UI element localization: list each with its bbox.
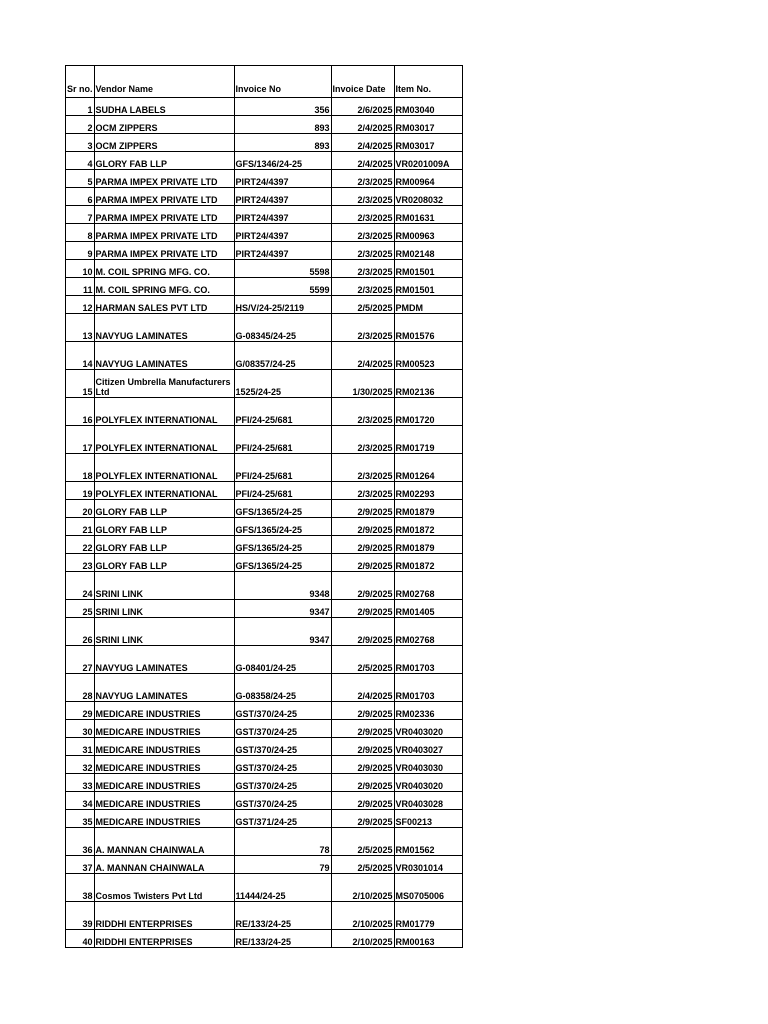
table-body (66, 98, 463, 948)
cell-vendor-name: MEDICARE INDUSTRIES (94, 756, 234, 774)
cell-invoice-date: 2/3/2025 (331, 188, 394, 206)
table-row (66, 398, 463, 426)
cell-invoice-no: 11444/24-25 (234, 874, 331, 902)
cell-item-no: RM01872 (394, 518, 462, 536)
cell-vendor-name: PARMA IMPEX PRIVATE LTD (94, 242, 234, 260)
cell-vendor-name: GLORY FAB LLP (94, 518, 234, 536)
cell-sr-no: 26 (66, 618, 95, 646)
cell-sr-no: 1 (66, 98, 95, 116)
cell-sr-no: 20 (66, 500, 95, 518)
cell-invoice-date: 2/10/2025 (331, 902, 394, 930)
cell-invoice-no: 893 (234, 134, 331, 152)
table-row (66, 792, 463, 810)
cell-item-no: RM01879 (394, 536, 462, 554)
cell-vendor-name: MEDICARE INDUSTRIES (94, 774, 234, 792)
table-row (66, 930, 463, 948)
cell-vendor-name: POLYFLEX INTERNATIONAL (94, 398, 234, 426)
cell-vendor-name: MEDICARE INDUSTRIES (94, 720, 234, 738)
cell-invoice-date: 2/3/2025 (331, 482, 394, 500)
cell-invoice-no: GST/371/24-25 (234, 810, 331, 828)
cell-invoice-date: 2/3/2025 (331, 224, 394, 242)
cell-item-no: RM03040 (394, 98, 462, 116)
cell-sr-no: 38 (66, 874, 95, 902)
cell-invoice-date: 2/4/2025 (331, 134, 394, 152)
cell-vendor-name: NAVYUG LAMINATES (94, 314, 234, 342)
cell-item-no: RM01872 (394, 554, 462, 572)
cell-vendor-name: PARMA IMPEX PRIVATE LTD (94, 170, 234, 188)
table-row (66, 738, 463, 756)
cell-vendor-name: NAVYUG LAMINATES (94, 674, 234, 702)
cell-invoice-no: G-08358/24-25 (234, 674, 331, 702)
cell-invoice-date: 2/9/2025 (331, 600, 394, 618)
table-row (66, 134, 463, 152)
cell-item-no: RM01779 (394, 902, 462, 930)
cell-invoice-no: GFS/1365/24-25 (234, 518, 331, 536)
cell-sr-no: 3 (66, 134, 95, 152)
cell-sr-no: 23 (66, 554, 95, 572)
cell-item-no: PMDM (394, 296, 462, 314)
cell-sr-no: 4 (66, 152, 95, 170)
cell-vendor-name: MEDICARE INDUSTRIES (94, 792, 234, 810)
cell-sr-no: 12 (66, 296, 95, 314)
table-row (66, 98, 463, 116)
cell-item-no: RM01562 (394, 828, 462, 856)
cell-invoice-date: 2/3/2025 (331, 242, 394, 260)
cell-invoice-no: HS/V/24-25/2119 (234, 296, 331, 314)
cell-invoice-date: 2/9/2025 (331, 720, 394, 738)
cell-item-no: RM01631 (394, 206, 462, 224)
cell-item-no: RM01405 (394, 600, 462, 618)
cell-invoice-no: 5599 (234, 278, 331, 296)
cell-item-no: RM01720 (394, 398, 462, 426)
cell-item-no: RM01719 (394, 426, 462, 454)
cell-item-no: VR0403027 (394, 738, 462, 756)
table-row (66, 278, 463, 296)
cell-item-no: VR0403020 (394, 774, 462, 792)
cell-vendor-name: GLORY FAB LLP (94, 500, 234, 518)
cell-item-no: RM01703 (394, 674, 462, 702)
cell-invoice-no: GST/370/24-25 (234, 792, 331, 810)
cell-sr-no: 11 (66, 278, 95, 296)
cell-invoice-date: 2/4/2025 (331, 342, 394, 370)
cell-invoice-no: PFI/24-25/681 (234, 398, 331, 426)
cell-invoice-no: RE/133/24-25 (234, 902, 331, 930)
cell-invoice-date: 2/6/2025 (331, 98, 394, 116)
cell-invoice-date: 2/9/2025 (331, 618, 394, 646)
cell-invoice-no: PIRT24/4397 (234, 170, 331, 188)
cell-invoice-no: 1525/24-25 (234, 370, 331, 398)
cell-invoice-no: 9347 (234, 618, 331, 646)
header-row (66, 66, 463, 98)
cell-sr-no: 5 (66, 170, 95, 188)
cell-invoice-date: 2/9/2025 (331, 536, 394, 554)
cell-invoice-no: 5598 (234, 260, 331, 278)
cell-vendor-name: POLYFLEX INTERNATIONAL (94, 482, 234, 500)
cell-invoice-no: G/08357/24-25 (234, 342, 331, 370)
cell-invoice-date: 1/30/2025 (331, 370, 394, 398)
cell-sr-no: 15 (66, 370, 95, 398)
cell-sr-no: 21 (66, 518, 95, 536)
cell-invoice-no: GFS/1346/24-25 (234, 152, 331, 170)
cell-invoice-date: 2/3/2025 (331, 206, 394, 224)
table-row (66, 170, 463, 188)
cell-item-no: RM01576 (394, 314, 462, 342)
cell-sr-no: 31 (66, 738, 95, 756)
cell-item-no: RM01501 (394, 278, 462, 296)
cell-invoice-date: 2/9/2025 (331, 500, 394, 518)
cell-invoice-no: PFI/24-25/681 (234, 482, 331, 500)
cell-sr-no: 32 (66, 756, 95, 774)
cell-sr-no: 35 (66, 810, 95, 828)
cell-invoice-no: 79 (234, 856, 331, 874)
cell-invoice-no: GST/370/24-25 (234, 720, 331, 738)
cell-item-no: MS0705006 (394, 874, 462, 902)
table-row (66, 116, 463, 134)
cell-invoice-date: 2/9/2025 (331, 738, 394, 756)
cell-invoice-no: GST/370/24-25 (234, 702, 331, 720)
table-row (66, 314, 463, 342)
cell-sr-no: 29 (66, 702, 95, 720)
cell-sr-no: 34 (66, 792, 95, 810)
cell-invoice-date: 2/3/2025 (331, 314, 394, 342)
cell-sr-no: 33 (66, 774, 95, 792)
cell-sr-no: 16 (66, 398, 95, 426)
table-row (66, 810, 463, 828)
cell-item-no: SF00213 (394, 810, 462, 828)
table-row (66, 206, 463, 224)
cell-invoice-no: PIRT24/4397 (234, 224, 331, 242)
table-row (66, 296, 463, 314)
cell-sr-no: 27 (66, 646, 95, 674)
table-row (66, 342, 463, 370)
cell-invoice-date: 2/9/2025 (331, 572, 394, 600)
cell-vendor-name: M. COIL SPRING MFG. CO. (94, 260, 234, 278)
cell-item-no: RM02136 (394, 370, 462, 398)
table-row (66, 188, 463, 206)
cell-invoice-date: 2/5/2025 (331, 296, 394, 314)
cell-sr-no: 40 (66, 930, 95, 948)
cell-vendor-name: PARMA IMPEX PRIVATE LTD (94, 206, 234, 224)
cell-vendor-name: SRINI LINK (94, 618, 234, 646)
cell-vendor-name: M. COIL SPRING MFG. CO. (94, 278, 234, 296)
cell-sr-no: 22 (66, 536, 95, 554)
cell-vendor-name: POLYFLEX INTERNATIONAL (94, 454, 234, 482)
cell-item-no: VR0301014 (394, 856, 462, 874)
cell-invoice-date: 2/4/2025 (331, 116, 394, 134)
cell-vendor-name: SRINI LINK (94, 600, 234, 618)
cell-sr-no: 18 (66, 454, 95, 482)
cell-invoice-date: 2/10/2025 (331, 874, 394, 902)
table-row (66, 646, 463, 674)
cell-vendor-name: RIDDHI ENTERPRISES (94, 930, 234, 948)
cell-invoice-date: 2/9/2025 (331, 554, 394, 572)
table-row (66, 536, 463, 554)
cell-vendor-name: GLORY FAB LLP (94, 152, 234, 170)
cell-invoice-date: 2/9/2025 (331, 702, 394, 720)
cell-item-no: VR0201009A (394, 152, 462, 170)
cell-invoice-date: 2/3/2025 (331, 398, 394, 426)
cell-invoice-date: 2/9/2025 (331, 774, 394, 792)
table-row (66, 874, 463, 902)
cell-invoice-no: GFS/1365/24-25 (234, 536, 331, 554)
cell-vendor-name: PARMA IMPEX PRIVATE LTD (94, 188, 234, 206)
cell-invoice-date: 2/5/2025 (331, 856, 394, 874)
cell-item-no: RM02768 (394, 572, 462, 600)
table-row (66, 674, 463, 702)
cell-vendor-name: OCM ZIPPERS (94, 116, 234, 134)
cell-vendor-name: GLORY FAB LLP (94, 554, 234, 572)
cell-invoice-no: PIRT24/4397 (234, 188, 331, 206)
cell-invoice-date: 2/3/2025 (331, 260, 394, 278)
table-row (66, 756, 463, 774)
table-row (66, 242, 463, 260)
table-row (66, 224, 463, 242)
cell-invoice-date: 2/4/2025 (331, 152, 394, 170)
cell-invoice-date: 2/9/2025 (331, 756, 394, 774)
cell-sr-no: 37 (66, 856, 95, 874)
cell-invoice-date: 2/9/2025 (331, 792, 394, 810)
cell-invoice-date: 2/4/2025 (331, 674, 394, 702)
cell-vendor-name: SUDHA LABELS (94, 98, 234, 116)
cell-invoice-no: PIRT24/4397 (234, 206, 331, 224)
cell-item-no: VR0208032 (394, 188, 462, 206)
cell-item-no: RM01879 (394, 500, 462, 518)
cell-vendor-name: A. MANNAN CHAINWALA (94, 856, 234, 874)
cell-vendor-name: A. MANNAN CHAINWALA (94, 828, 234, 856)
cell-invoice-date: 2/9/2025 (331, 810, 394, 828)
cell-invoice-no: 78 (234, 828, 331, 856)
cell-vendor-name: OCM ZIPPERS (94, 134, 234, 152)
cell-item-no: RM00523 (394, 342, 462, 370)
table-row (66, 702, 463, 720)
cell-invoice-date: 2/3/2025 (331, 454, 394, 482)
cell-invoice-no: PFI/24-25/681 (234, 426, 331, 454)
cell-item-no: RM02148 (394, 242, 462, 260)
cell-invoice-date: 2/10/2025 (331, 930, 394, 948)
cell-invoice-no: G-08345/24-25 (234, 314, 331, 342)
invoice-table (65, 65, 463, 948)
cell-sr-no: 2 (66, 116, 95, 134)
table-row (66, 426, 463, 454)
cell-invoice-no: 9348 (234, 572, 331, 600)
cell-item-no: RM00964 (394, 170, 462, 188)
table-row (66, 500, 463, 518)
cell-invoice-date: 2/3/2025 (331, 278, 394, 296)
cell-vendor-name: SRINI LINK (94, 572, 234, 600)
cell-sr-no: 24 (66, 572, 95, 600)
cell-vendor-name: NAVYUG LAMINATES (94, 342, 234, 370)
header-item-no: Item No. (394, 66, 462, 98)
table-row (66, 720, 463, 738)
cell-invoice-date: 2/5/2025 (331, 646, 394, 674)
cell-vendor-name: GLORY FAB LLP (94, 536, 234, 554)
cell-invoice-date: 2/3/2025 (331, 170, 394, 188)
cell-invoice-date: 2/5/2025 (331, 828, 394, 856)
cell-sr-no: 14 (66, 342, 95, 370)
table-row (66, 902, 463, 930)
cell-item-no: VR0403028 (394, 792, 462, 810)
cell-invoice-no: PFI/24-25/681 (234, 454, 331, 482)
header-invoice-no: Invoice No (234, 66, 331, 98)
header-sr-no: Sr no. (66, 66, 95, 98)
table-row (66, 572, 463, 600)
cell-item-no: RM02293 (394, 482, 462, 500)
table-row (66, 554, 463, 572)
cell-item-no: RM03017 (394, 116, 462, 134)
cell-item-no: RM02336 (394, 702, 462, 720)
cell-invoice-no: GST/370/24-25 (234, 756, 331, 774)
header-vendor-name: Vendor Name (94, 66, 234, 98)
cell-sr-no: 36 (66, 828, 95, 856)
cell-invoice-date: 2/9/2025 (331, 518, 394, 536)
table-row (66, 518, 463, 536)
table-row (66, 600, 463, 618)
cell-sr-no: 10 (66, 260, 95, 278)
cell-vendor-name: RIDDHI ENTERPRISES (94, 902, 234, 930)
table-row (66, 828, 463, 856)
cell-sr-no: 9 (66, 242, 95, 260)
cell-sr-no: 8 (66, 224, 95, 242)
cell-invoice-no: 893 (234, 116, 331, 134)
cell-sr-no: 30 (66, 720, 95, 738)
cell-sr-no: 28 (66, 674, 95, 702)
cell-invoice-no: RE/133/24-25 (234, 930, 331, 948)
table-row (66, 618, 463, 646)
cell-vendor-name: PARMA IMPEX PRIVATE LTD (94, 224, 234, 242)
cell-invoice-no: GST/370/24-25 (234, 738, 331, 756)
cell-vendor-name: HARMAN SALES PVT LTD (94, 296, 234, 314)
cell-sr-no: 39 (66, 902, 95, 930)
table-row (66, 260, 463, 278)
cell-item-no: RM03017 (394, 134, 462, 152)
cell-sr-no: 13 (66, 314, 95, 342)
cell-sr-no: 7 (66, 206, 95, 224)
cell-vendor-name: Citizen Umbrella Manufacturers Ltd (94, 370, 234, 398)
header-invoice-date: Invoice Date (331, 66, 394, 98)
cell-invoice-no: GFS/1365/24-25 (234, 554, 331, 572)
cell-vendor-name: POLYFLEX INTERNATIONAL (94, 426, 234, 454)
cell-item-no: RM01703 (394, 646, 462, 674)
cell-item-no: VR0403030 (394, 756, 462, 774)
cell-item-no: RM01501 (394, 260, 462, 278)
table-row (66, 152, 463, 170)
cell-vendor-name: NAVYUG LAMINATES (94, 646, 234, 674)
cell-invoice-no: GFS/1365/24-25 (234, 500, 331, 518)
cell-invoice-date: 2/3/2025 (331, 426, 394, 454)
cell-vendor-name: MEDICARE INDUSTRIES (94, 738, 234, 756)
cell-invoice-no: 356 (234, 98, 331, 116)
cell-sr-no: 19 (66, 482, 95, 500)
cell-sr-no: 17 (66, 426, 95, 454)
cell-invoice-no: PIRT24/4397 (234, 242, 331, 260)
cell-invoice-no: 9347 (234, 600, 331, 618)
cell-invoice-no: GST/370/24-25 (234, 774, 331, 792)
table-row (66, 856, 463, 874)
table-row (66, 774, 463, 792)
cell-item-no: RM01264 (394, 454, 462, 482)
cell-sr-no: 25 (66, 600, 95, 618)
table-row (66, 370, 463, 398)
cell-invoice-no: G-08401/24-25 (234, 646, 331, 674)
cell-sr-no: 6 (66, 188, 95, 206)
table-row (66, 482, 463, 500)
cell-item-no: RM02768 (394, 618, 462, 646)
cell-vendor-name: Cosmos Twisters Pvt Ltd (94, 874, 234, 902)
cell-item-no: RM00963 (394, 224, 462, 242)
cell-vendor-name: MEDICARE INDUSTRIES (94, 810, 234, 828)
table-row (66, 454, 463, 482)
cell-vendor-name: MEDICARE INDUSTRIES (94, 702, 234, 720)
cell-item-no: RM00163 (394, 930, 462, 948)
cell-item-no: VR0403020 (394, 720, 462, 738)
